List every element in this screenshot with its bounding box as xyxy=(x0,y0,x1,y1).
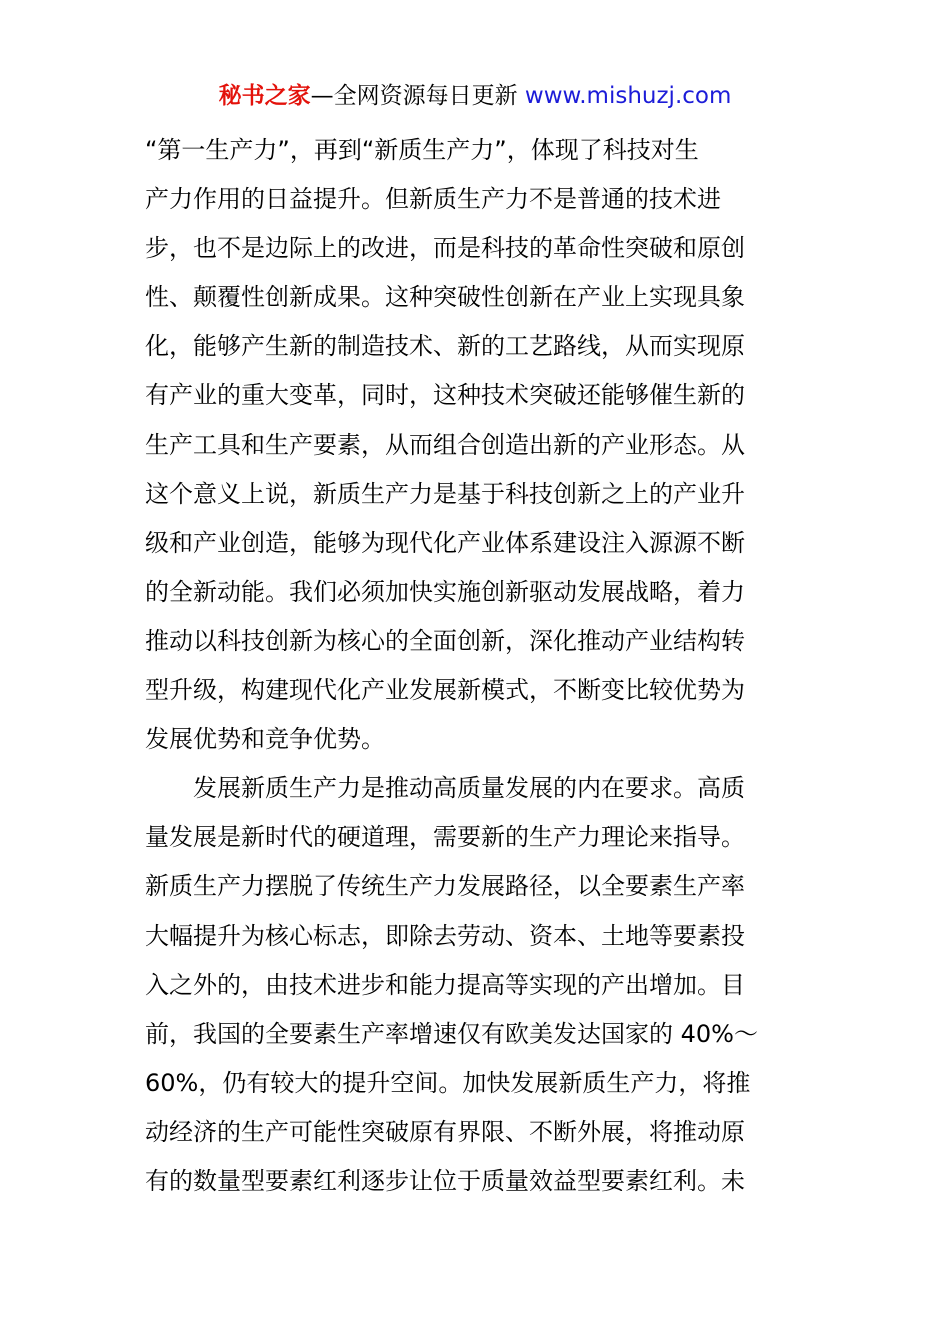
text-line: 的全新动能。我们必须加快实施创新驱动发展战略，着力 xyxy=(145,577,745,606)
text-line: 有产业的重大变革，同时，这种技术突破还能够催生新的 xyxy=(145,381,745,410)
text-line: 这个意义上说，新质生产力是基于科技创新之上的产业升 xyxy=(145,479,745,508)
text-line: 有的数量型要素红利逐步让位于质量效益型要素红利。未 xyxy=(145,1166,745,1195)
text-line: 发展新质生产力是推动高质量发展的内在要求。高质 xyxy=(145,774,745,803)
text-line: 动经济的生产可能性突破原有界限、不断外展，将推动原 xyxy=(145,1117,745,1146)
text-line: 新质生产力摆脱了传统生产力发展路径，以全要素生产率 xyxy=(145,872,745,901)
site-tagline: —全网资源每日更新 xyxy=(310,83,518,109)
text-line: 60%，仍有较大的提升空间。加快发展新质生产力，将推 xyxy=(145,1068,751,1097)
text-line: 化，能够产生新的制造技术、新的工艺路线，从而实现原 xyxy=(145,332,745,361)
text-line: 型升级，构建现代化产业发展新模式，不断变比较优势为 xyxy=(145,676,745,705)
text-line: 性、颠覆性创新成果。这种突破性创新在产业上实现具象 xyxy=(145,283,745,312)
text-line: 前，我国的全要素生产率增速仅有欧美发达国家的 40%～ xyxy=(145,1019,758,1048)
text-line: 入之外的，由技术进步和能力提高等实现的产出增加。目 xyxy=(145,970,745,999)
site-brand: 秘书之家 xyxy=(218,83,311,109)
site-header xyxy=(0,78,950,114)
paragraph-2 xyxy=(145,764,815,1206)
article-body xyxy=(145,126,815,1206)
text-line: 产力作用的日益提升。但新质生产力不是普通的技术进 xyxy=(145,185,721,214)
text-line: 推动以科技创新为核心的全面创新，深化推动产业结构转 xyxy=(145,626,745,655)
text-line: 步，也不是边际上的改进，而是科技的革命性突破和原创 xyxy=(145,234,745,263)
site-url-link[interactable]: www.mishuzj.com xyxy=(524,83,732,109)
text-line: “第一生产力”，再到“新质生产力”，体现了科技对生 xyxy=(145,136,699,164)
text-line: 量发展是新时代的硬道理，需要新的生产力理论来指导。 xyxy=(145,823,745,852)
text-line: 生产工具和生产要素，从而组合创造出新的产业形态。从 xyxy=(145,430,745,459)
text-line: 大幅提升为核心标志，即除去劳动、资本、土地等要素投 xyxy=(145,921,745,950)
text-line: 发展优势和竞争优势。 xyxy=(145,725,385,754)
paragraph-1 xyxy=(145,126,815,764)
text-line: 级和产业创造，能够为现代化产业体系建设注入源源不断 xyxy=(145,528,745,557)
